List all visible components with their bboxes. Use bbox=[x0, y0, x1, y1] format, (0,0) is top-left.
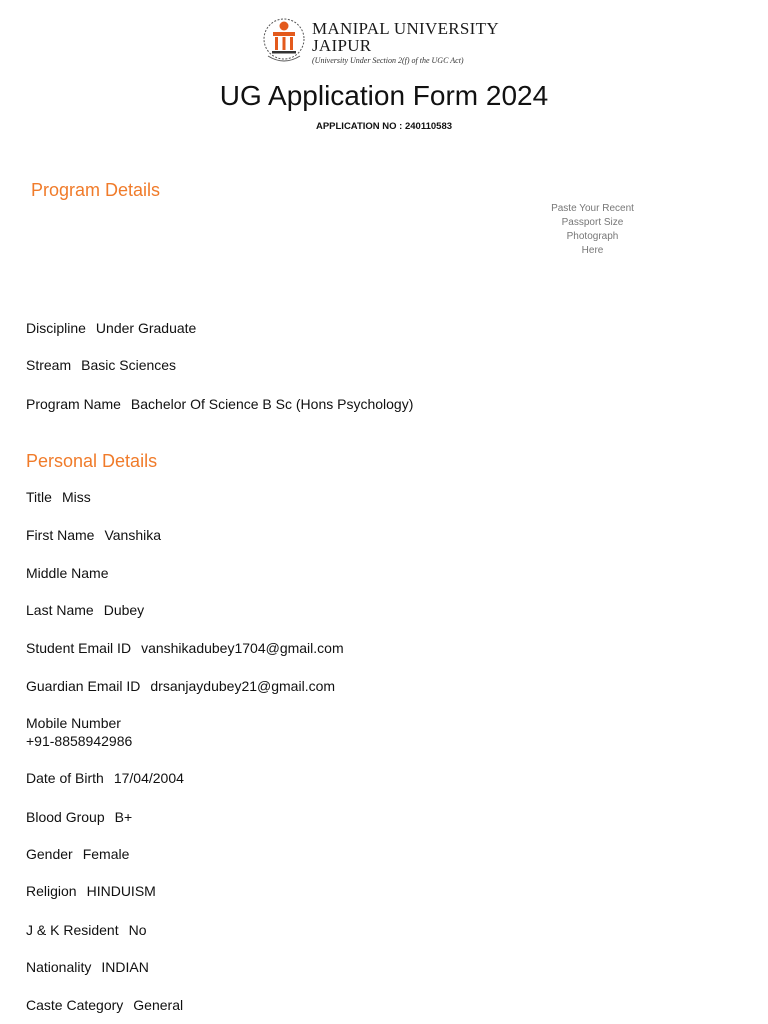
university-name-line2: JAIPUR bbox=[312, 36, 372, 55]
field-label: J & K Resident bbox=[26, 922, 119, 938]
field-value: B+ bbox=[114, 809, 133, 825]
university-logo bbox=[262, 16, 512, 68]
page-title: UG Application Form 2024 bbox=[219, 80, 549, 111]
field-discipline bbox=[26, 320, 196, 336]
field-value: No bbox=[128, 922, 147, 938]
field-label: Student Email ID bbox=[26, 640, 132, 656]
field-label: Mobile Number bbox=[26, 715, 121, 731]
photo-placeholder bbox=[540, 202, 645, 258]
field-value: 17/04/2004 bbox=[113, 770, 184, 786]
field-label: Discipline bbox=[26, 320, 86, 336]
field-gender bbox=[26, 846, 129, 862]
field-jk-resident bbox=[26, 922, 147, 938]
program-details-heading: Program Details bbox=[31, 180, 161, 200]
personal-details-heading: Personal Details bbox=[26, 451, 158, 471]
university-emblem-icon bbox=[262, 16, 306, 66]
field-mobile-number bbox=[26, 714, 132, 750]
field-value: Vanshika bbox=[104, 527, 162, 543]
field-label: Caste Category bbox=[26, 997, 124, 1013]
field-value: Basic Sciences bbox=[81, 357, 177, 373]
field-last-name bbox=[26, 602, 144, 618]
field-label: Stream bbox=[26, 357, 72, 373]
field-middle-name bbox=[26, 565, 118, 581]
application-number: APPLICATION NO : 240110583 bbox=[315, 121, 453, 132]
field-program-name bbox=[26, 396, 413, 412]
university-name-line1: MANIPAL UNIVERSITY bbox=[312, 19, 499, 38]
field-value: Bachelor Of Science B Sc (Hons Psychology) bbox=[130, 396, 414, 412]
field-title bbox=[26, 489, 91, 505]
photo-line: Passport Size bbox=[561, 217, 624, 228]
field-label: Last Name bbox=[26, 602, 94, 618]
field-value: Under Graduate bbox=[95, 320, 197, 336]
field-religion bbox=[26, 883, 156, 899]
field-date-of-birth bbox=[26, 770, 184, 786]
field-label: Program Name bbox=[26, 396, 121, 412]
field-value: Female bbox=[82, 846, 130, 862]
field-nationality bbox=[26, 959, 149, 975]
field-label: Gender bbox=[26, 846, 73, 862]
field-value: +91-8858942986 bbox=[26, 733, 133, 749]
field-value: Dubey bbox=[103, 602, 145, 618]
photo-line: Here bbox=[581, 245, 604, 256]
field-label: Middle Name bbox=[26, 565, 109, 581]
university-subtitle: (University Under Section 2(f) of the UGC Act) bbox=[312, 56, 464, 65]
field-value: Miss bbox=[61, 489, 91, 505]
field-first-name bbox=[26, 527, 161, 543]
field-value: HINDUISM bbox=[86, 883, 156, 899]
field-value: drsanjaydubey21@gmail.com bbox=[150, 678, 336, 694]
field-label: Religion bbox=[26, 883, 77, 899]
field-caste-category bbox=[26, 997, 183, 1013]
field-label: Title bbox=[26, 489, 52, 505]
photo-line: Paste Your Recent bbox=[551, 203, 634, 214]
field-label: Blood Group bbox=[26, 809, 105, 825]
field-value: INDIAN bbox=[101, 959, 149, 975]
field-label: Date of Birth bbox=[26, 770, 104, 786]
field-value: General bbox=[133, 997, 184, 1013]
field-blood-group bbox=[26, 809, 132, 825]
field-value: vanshikadubey1704@gmail.com bbox=[141, 640, 344, 656]
field-label: Nationality bbox=[26, 959, 92, 975]
field-label: Guardian Email ID bbox=[26, 678, 141, 694]
field-stream bbox=[26, 357, 176, 373]
field-guardian-email bbox=[26, 678, 335, 694]
photo-line: Photograph bbox=[566, 231, 619, 242]
field-student-email bbox=[26, 640, 344, 656]
field-label: First Name bbox=[26, 527, 95, 543]
